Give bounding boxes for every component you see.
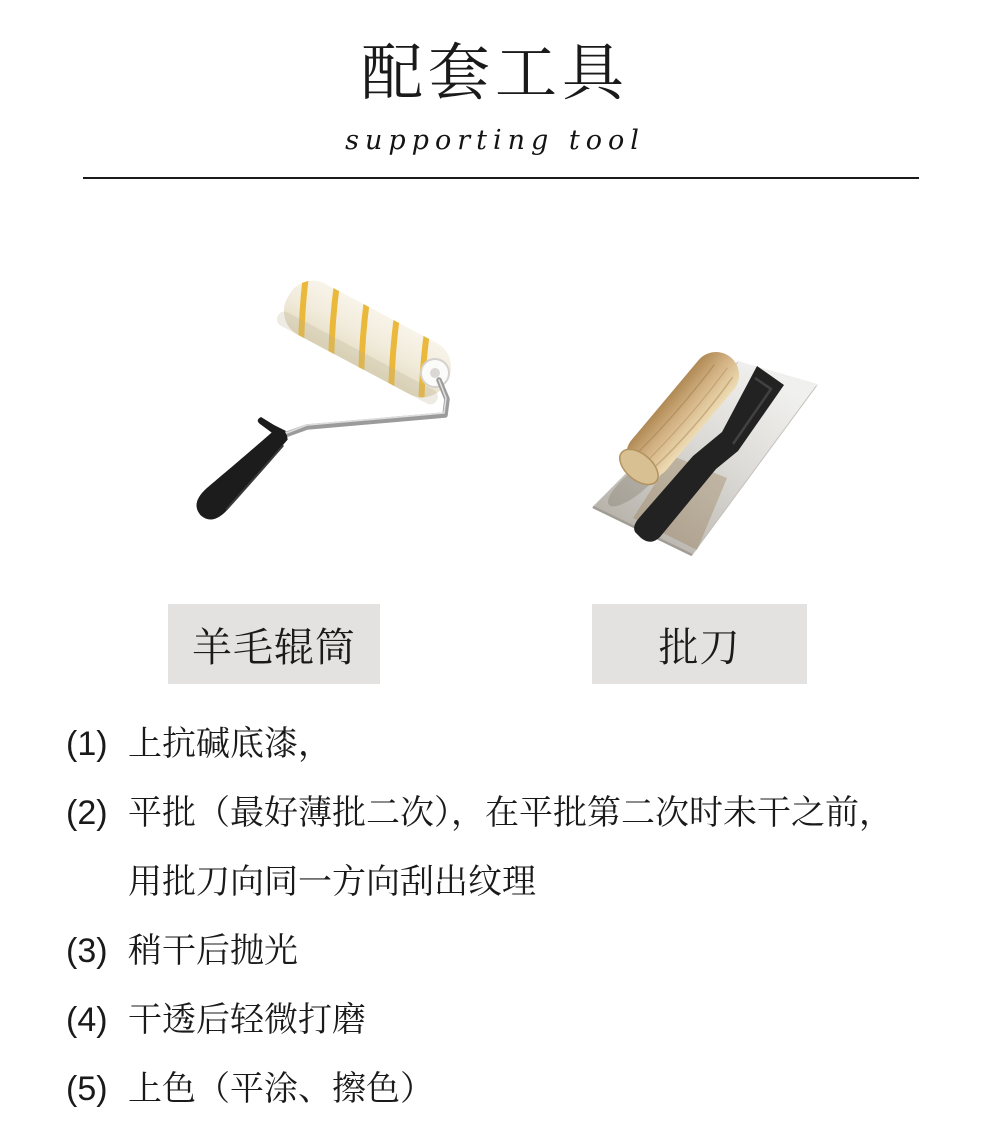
page-title: 配套工具: [360, 39, 629, 108]
instruction-item-4: [66, 986, 946, 1055]
instruction-list: [66, 710, 946, 1124]
wool-roller-image: [150, 262, 470, 562]
roller-cylinder: [273, 268, 462, 409]
instruction-number: (2): [66, 794, 108, 832]
instruction-item-5: [66, 1055, 946, 1124]
instruction-item-2: [66, 779, 946, 917]
instruction-text: 平批（最好薄批二次），在平批第二次时未干之前，: [128, 794, 893, 832]
page-subtitle: supporting tool: [345, 125, 645, 156]
caption-trowel: [592, 604, 807, 684]
instruction-number: (5): [66, 1070, 108, 1108]
roller-handle: [190, 417, 295, 526]
instruction-number: (3): [66, 932, 108, 970]
instruction-text: 用批刀向同一方向刮出纹理: [128, 863, 536, 901]
instruction-text: 上色（平涂、擦色）: [128, 1070, 434, 1108]
instruction-number: (1): [66, 725, 108, 763]
instruction-item-3: [66, 917, 946, 986]
instruction-text: 干透后轻微打磨: [128, 1001, 366, 1039]
instruction-text: 稍干后抛光: [128, 932, 298, 970]
instruction-item-1: [66, 710, 946, 779]
divider-line: [83, 177, 919, 179]
trowel-image: [575, 338, 845, 583]
caption-wool-roller-label: 羊毛辊筒: [192, 625, 356, 670]
instruction-text: 上抗碱底漆，: [128, 725, 332, 763]
caption-wool-roller: [168, 604, 380, 684]
caption-trowel-label: 批刀: [658, 625, 741, 670]
instruction-number: (4): [66, 1001, 108, 1039]
